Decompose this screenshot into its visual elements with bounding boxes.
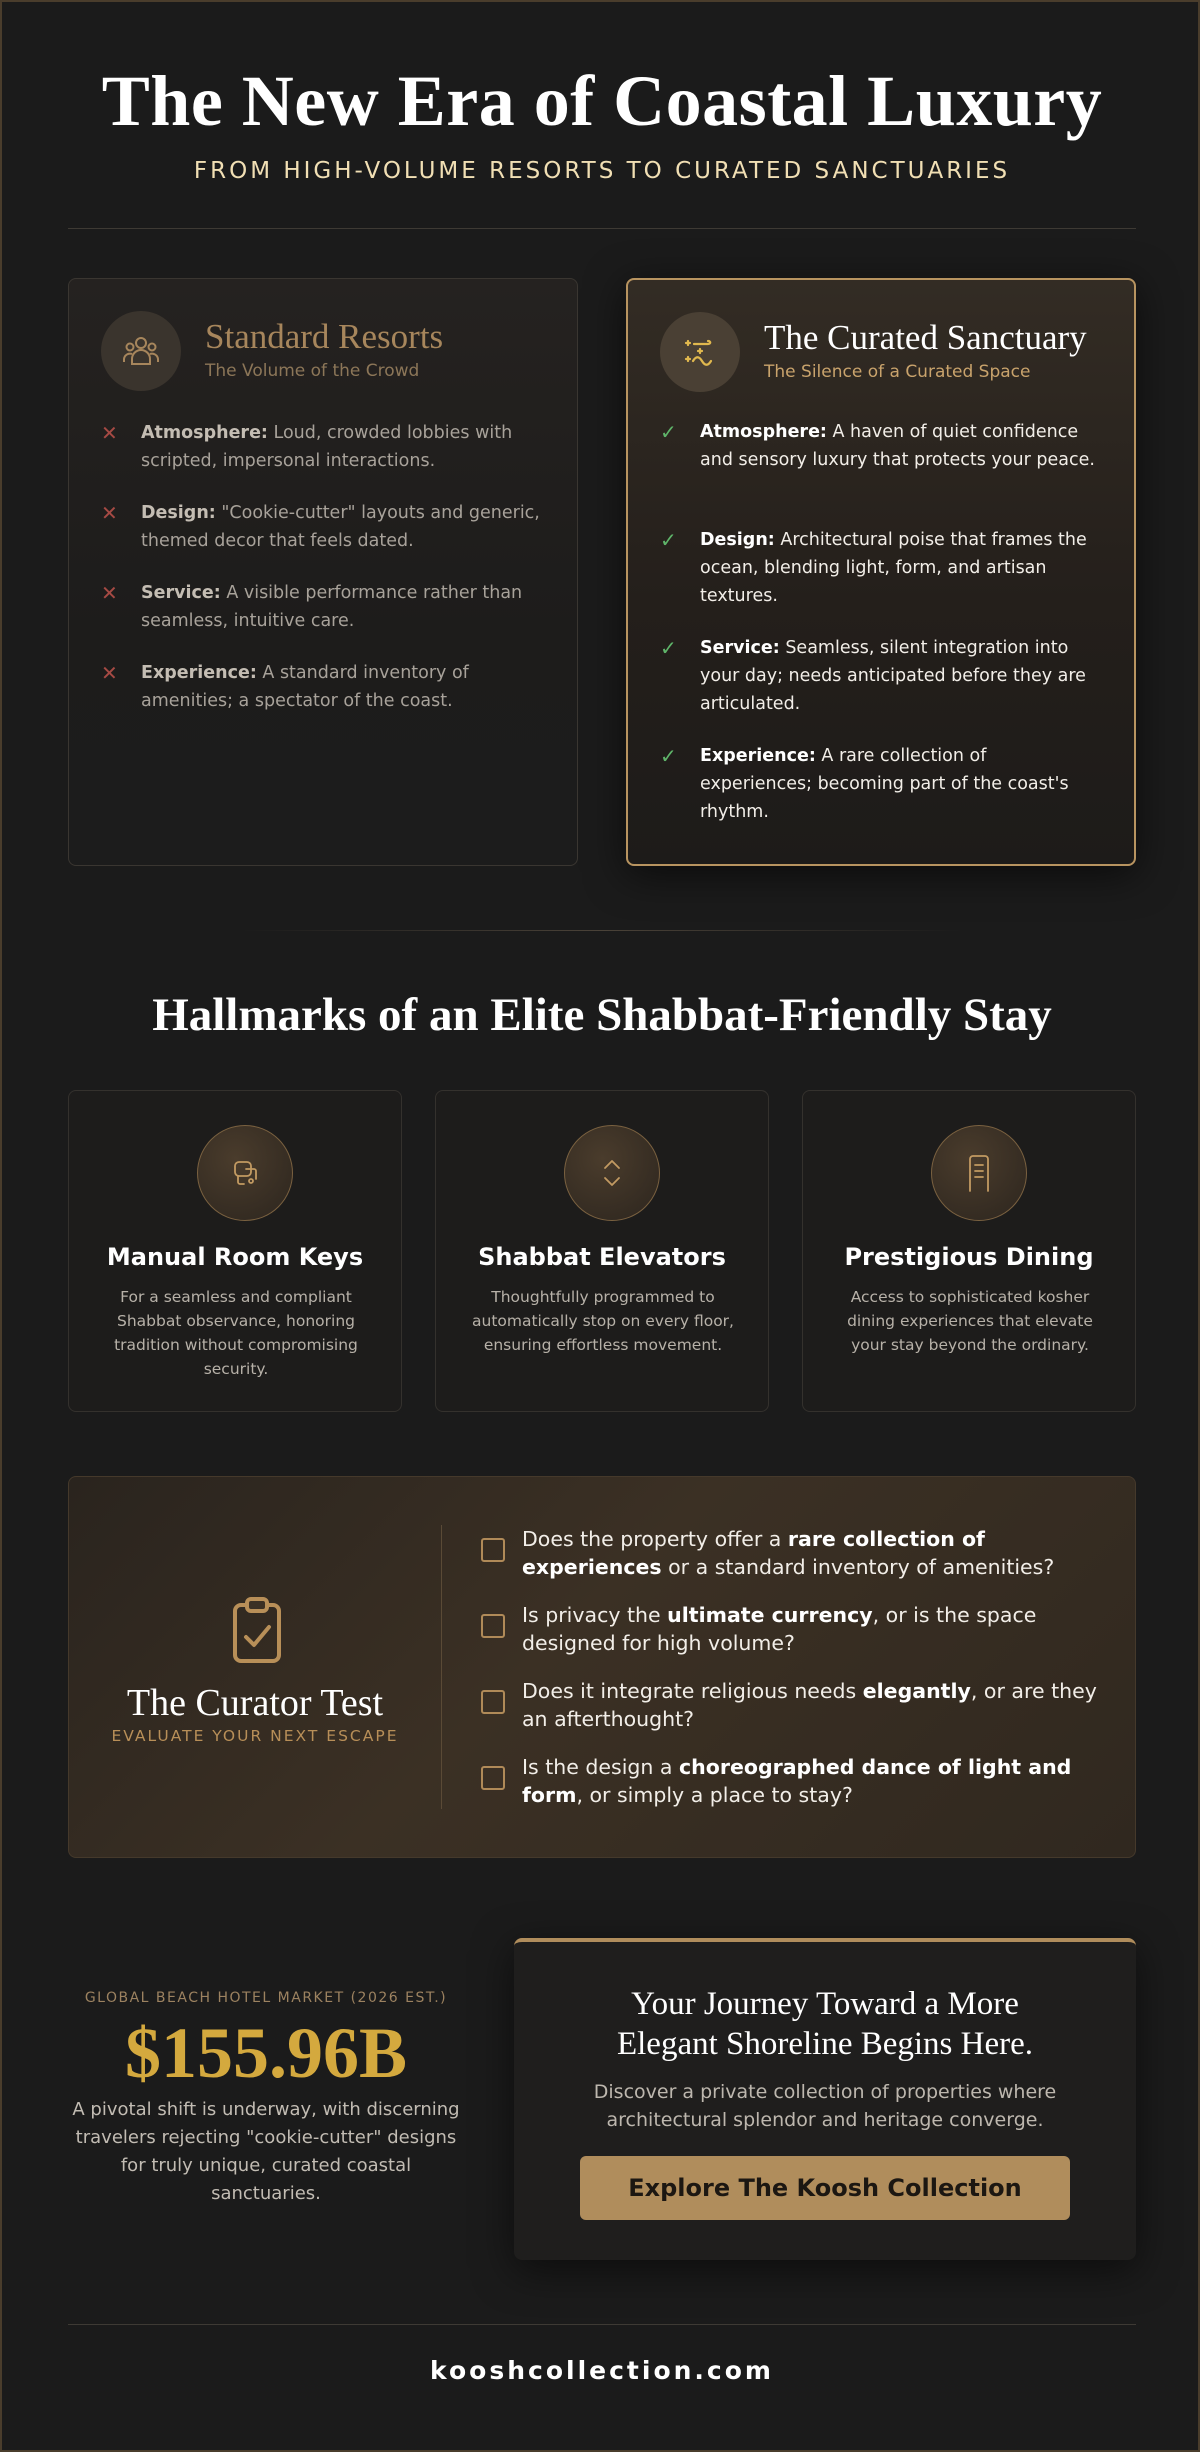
hallmark-title: Shabbat Elevators (478, 1243, 726, 1271)
feature-item (660, 634, 1100, 718)
divider (242, 930, 962, 931)
users-group-icon (101, 311, 181, 391)
feature-text: A standard inventory of amenities; a spectator of the coast. (141, 663, 469, 711)
question-text: Is the design a (522, 1755, 680, 1779)
curated-sanctuary-card (626, 278, 1136, 866)
check-mark-icon: ✓ (660, 420, 677, 444)
feature-text: A rare collection of experiences; becoming part of the coast's rhythm. (700, 746, 1069, 822)
feature-text: "Cookie-cutter" layouts and generic, themed decor that feels dated. (141, 503, 540, 551)
hallmark-card (802, 1090, 1136, 1412)
cta-panel (514, 1938, 1136, 2260)
feature-label: Service: (700, 638, 780, 658)
hallmark-title: Prestigious Dining (844, 1243, 1094, 1271)
question-emphasis: rare collection of experiences (522, 1527, 985, 1579)
curator-test-panel (68, 1476, 1136, 1858)
hallmark-desc: For a seamless and compliant Shabbat observance, honoring tradition without compromising security. (114, 1288, 358, 1378)
question-item[interactable] (481, 1525, 1101, 1581)
question-text: , or simply a place to stay? (576, 1783, 853, 1807)
market-value: $155.96B (124, 2013, 408, 2093)
card-title: Standard Resorts (205, 317, 444, 356)
feature-label: Experience: (141, 663, 257, 683)
question-text: Does the property offer a (522, 1527, 788, 1551)
explore-collection-button[interactable]: Explore The Koosh Collection (580, 2156, 1070, 2220)
feature-item (101, 419, 541, 475)
check-mark-icon: ✓ (660, 528, 677, 552)
cta-title-line: Your Journey Toward a More (631, 1986, 1019, 2022)
question-text: , or is the space designed for high volume? (522, 1603, 1037, 1655)
market-description: A pivotal shift is underway, with discerning travelers rejecting "cookie-cutter" designs for truly unique, curated coastal sanctuaries. (72, 2099, 460, 2204)
question-text: , or are they an afterthought? (522, 1679, 1097, 1731)
checkbox[interactable] (481, 1766, 505, 1790)
hallmark-card (435, 1090, 769, 1412)
cta-title-line: Elegant Shoreline Begins Here. (616, 2026, 1034, 2062)
card-subtitle: The Silence of a Curated Space (764, 362, 1031, 382)
feature-text: Architectural poise that frames the ocean, blending light, form, and artisan textures. (700, 530, 1087, 606)
divider (68, 228, 1136, 229)
checkbox[interactable] (481, 1538, 505, 1562)
page-title: The New Era of Coastal Luxury (101, 61, 1103, 141)
key-icon (197, 1125, 293, 1221)
footer-site-link[interactable]: kooshcollection.com (430, 2356, 774, 2385)
feature-text: A visible performance rather than seamless, intuitive care. (141, 583, 523, 631)
card-subtitle: The Volume of the Crowd (205, 361, 420, 381)
sparkles-wave-icon (660, 312, 740, 392)
feature-label: Atmosphere: (700, 422, 827, 442)
feature-item (660, 742, 1100, 826)
feature-label: Service: (141, 583, 221, 603)
standard-resorts-card (68, 278, 578, 866)
feature-label: Atmosphere: (141, 423, 268, 443)
elevator-arrows-icon (564, 1125, 660, 1221)
feature-item (101, 579, 541, 635)
question-item[interactable] (481, 1677, 1101, 1733)
feature-label: Design: (700, 530, 775, 550)
question-text: Is privacy the (522, 1603, 668, 1627)
feature-label: Experience: (700, 746, 816, 766)
market-label: GLOBAL BEACH HOTEL MARKET (2026 EST.) (84, 1990, 448, 2006)
feature-text: Seamless, silent integration into your day; needs anticipated before they are articulated. (700, 638, 1086, 714)
question-text: Does it integrate religious needs (522, 1679, 863, 1703)
feature-item (101, 659, 541, 715)
card-title: The Curated Sanctuary (764, 318, 1087, 357)
curator-title: The Curator Test (126, 1682, 384, 1724)
menu-card-icon (931, 1125, 1027, 1221)
check-mark-icon: ✓ (660, 744, 677, 768)
hallmark-desc: Thoughtfully programmed to automatically stop on every floor, ensuring effortless movement. (472, 1288, 734, 1354)
feature-item (660, 418, 1100, 474)
question-item[interactable] (481, 1601, 1101, 1657)
question-emphasis: choreographed dance of light and form (522, 1755, 1072, 1807)
feature-item (101, 499, 541, 555)
hallmarks-title: Hallmarks of an Elite Shabbat-Friendly Stay (152, 989, 1052, 1041)
x-mark-icon: ✕ (101, 581, 118, 605)
hallmark-title: Manual Room Keys (106, 1243, 364, 1271)
page-subtitle: FROM HIGH-VOLUME RESORTS TO CURATED SANCTUARIES (193, 158, 1011, 184)
x-mark-icon: ✕ (101, 661, 118, 685)
checkbox[interactable] (481, 1690, 505, 1714)
hallmark-card (68, 1090, 402, 1412)
curator-subtitle: EVALUATE YOUR NEXT ESCAPE (111, 1727, 399, 1745)
cta-description: Discover a private collection of properties where architectural splendor and heritage converge. (593, 2081, 1057, 2131)
feature-label: Design: (141, 503, 216, 523)
feature-text: A haven of quiet confidence and sensory luxury that protects your peace. (700, 422, 1095, 470)
question-emphasis: ultimate currency (667, 1603, 873, 1627)
hallmark-desc: Access to sophisticated kosher dining experiences that elevate your stay beyond the ordinary. (847, 1288, 1093, 1354)
feature-item (660, 526, 1100, 610)
divider (68, 2324, 1136, 2325)
x-mark-icon: ✕ (101, 501, 118, 525)
check-mark-icon: ✓ (660, 636, 677, 660)
divider (441, 1525, 442, 1809)
question-text: or a standard inventory of amenities? (661, 1555, 1055, 1579)
clipboard-check-icon (227, 1595, 287, 1667)
question-item[interactable] (481, 1753, 1101, 1809)
x-mark-icon: ✕ (101, 421, 118, 445)
checkbox[interactable] (481, 1614, 505, 1638)
question-emphasis: elegantly (862, 1679, 971, 1703)
feature-text: Loud, crowded lobbies with scripted, impersonal interactions. (141, 423, 513, 471)
cta-title (514, 1984, 1136, 2064)
